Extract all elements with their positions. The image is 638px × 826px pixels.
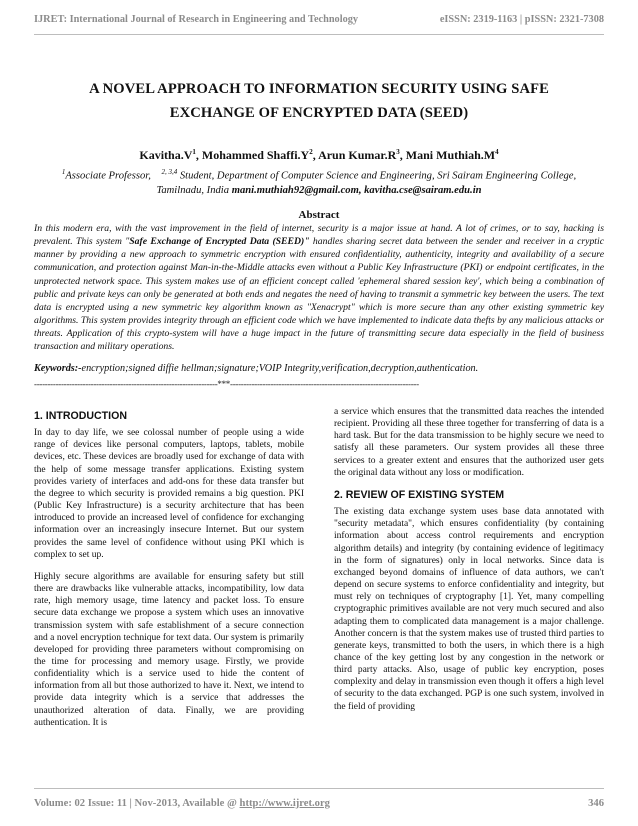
section-heading-introduction: 1. INTRODUCTION [34,410,127,422]
author-name: Mohammed Shaffi.Y [201,148,310,162]
title-line-2: EXCHANGE OF ENCRYPTED DATA (SEED) [169,105,469,121]
journal-link[interactable]: http://www.ijret.org [239,798,330,809]
section-heading-review: 2. REVIEW OF EXISTING SYSTEM [334,488,505,501]
keywords [34,363,604,374]
keywords-label: Keywords:- [34,363,82,374]
issn-info: eISSN: 2319-1163 | pISSN: 2321-7308 [439,14,604,25]
paragraph: a service which ensures that the transmitted data reaches the intended recipient. Providing all these three together for transferring of data is a hard task. But for the data transmission to be highly secure we need to satisfy all these parameters. Our system provides all these three services to a greater extent and ensures that the authorized user gets the original data without any loss or modification. [334,407,604,478]
page-number: 346 [588,798,604,809]
paragraph: Highly secure algorithms are available for ensuring safety but still there are drawbacks like vulnerable attacks, incompatibility, low data rate, high memory usage, time latency and packet loss. To ensure secure data exchange we propose a system which uses an innovative transmission system with safe establishment of a secure connection and a novel encryption technique for text data. Our system is primarily developed for providing three parameters without compromising on the time for processing and memory usage. Firstly, we provide confidentiality which is a service used to hide the content of information from all but those authorized to have it. Next, we intend to provide data integrity which is a service that addresses the unauthorized alteration of data. Finally, we are providing authentication. It is [34,571,304,728]
paragraph: The existing data exchange system uses base data annotated with "security metadata", which ensures confidentiality (by containing information about access control requirements and encryption algorithm details) and integrity (by containing evidence of legitimacy in the form of signatures) only in local networks. Since data is exchanged beyond domains of influence of data authors, we can't depend on secure systems to enforce confidentiality and integrity, but must rely on techniques of cryptography [1]. Yet, many compelling cryptographic primitives available are not very much secured and also adapting them to complicated data management is a major challenge. Another concern is that the system makes use of trusted third parties to generate keys, transmitted to both the users, in which there is a high chance of the key getting lost by any congestion in the network or third party attacks. Also, usage of public key encryption, poses complexity and delay in transmission even though it offers a high level of security to the data exchanged. PGP is one such system, involved in the field of providing [334,507,604,712]
right-column [334,406,604,723]
keywords-text: encryption;signed diffie hellman;signature;VOIP Integrity,verification,decryption,authentication. [81,363,479,374]
journal-name: IJRET: International Journal of Research in Engineering and Technology [34,14,359,25]
affiliation-location: Tamilnadu, India [156,185,230,197]
footer-rule [34,788,604,789]
volume-info: Volume: 02 Issue: 11 | Nov-2013, Available @ [34,798,240,809]
section-separator: --------------------------------------------------------------------***---------------------------------------------------------------------- [34,379,419,389]
affiliation: $^1$Associate Professor, $^{2, 3,4}$ Student, Department of Computer Science and Engineering, Sri Sairam Engineering College, Tamilnadu, India mani.muthiah92@gmail.com, kavitha.cse@sairam.edu.in [61,168,577,197]
abstract-body: In this modern era, with the vast improvement in the field of internet, security is a major issue at hand. A lot of crimes, or to say, hacking is prevalent. This system "Safe Exchange of Encrypted Data (SEED)" handles sharing secret data between the sender and receiver in a cryptic manner by providing a new approach to symmetric encryption with ensured confidentiality, authenticity, integrity and availability of a secure communication, and protection against Man-in-the-Middle attacks even without a Public Key Infrastructure (PKI) or endpoint certificates, in the unprotected network space. This system makes use of an efficient concept called 'ephemeral shared session key', which being a combination of public and private keys can only be generated at both ends and negates the need of having to transmit a symmetric key between the users. The text data is encrypted using a new symmetric key algorithm known as "Xenacrypt" which is more secure than any other existing symmetric key algorithms. This system provides integrity through an efficient code which we have implemented to indicate data thefts by any malicious attacks or threats. Application of this crypto-system will have a huge impact in the future of transmitting secure data especially in the field of business transaction and military operations. [34,223,604,353]
title-line-1: A NOVEL APPROACH TO INFORMATION SECURITY USING SAFE [89,81,549,97]
header-rule [34,34,604,35]
author-emails: mani.muthiah92@gmail.com, kavitha.cse@sairam.edu.in [231,185,482,197]
system-name: Safe Exchange of Encrypted Data (SEED)" [129,236,310,248]
author-name: Mani Muthiah.M [405,148,496,162]
paragraph: In day to day life, we see colossal number of people using a wide range of devices like personal computers, laptops, tablets, mobile devices, etc. These devices are broadly used for exchange of data with the help of some message transfer applications. Existing system provides variety of interfaces and add-ons for these data transfer but the degree to which security is provided remains a big question. PKI (Public Key Infrastructure) is a security architecture that has been introduced to provide an increased level of confidence for exchanging information over an increasingly insecure Internet. But our system provides the same level of confidence without using PKI which is complex to set up. [34,428,304,560]
abstract-heading: Abstract [298,209,340,221]
running-header [34,14,604,30]
paper-title [30,77,608,125]
left-column [34,406,304,739]
author-name: Arun Kumar.R [318,148,397,162]
author-name: Kavitha.V [139,148,193,162]
author-list: $Kavitha.V^1$, Mohammed $Shaffi.Y^2$, Arun $Kumar.R^3$, Mani $Muthiah.M^4$ [139,148,499,162]
running-footer [34,798,604,812]
